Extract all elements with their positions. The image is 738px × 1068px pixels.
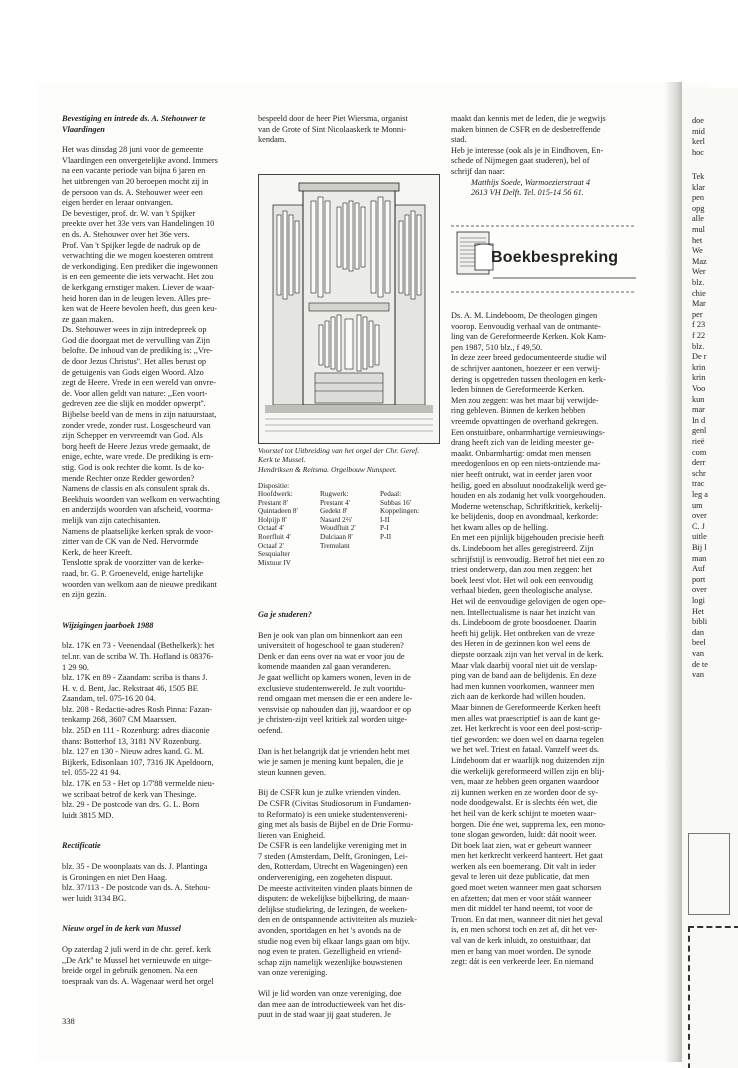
adjacent-page-fragment: het <box>692 235 703 245</box>
adjacent-page-fragment: trac <box>692 479 705 489</box>
paragraph: Tenslotte sprak de voorzitter van de kerke- raad, br. G. P. Groeneveld, enige hartelijke woorden van welkom aan de nieuwe predikant en zijn gezin. <box>62 558 217 600</box>
adjacent-page-fragment: beel <box>692 638 706 648</box>
adjacent-page-fragment: krin <box>692 362 706 372</box>
adjacent-page-fragment: f 22 <box>692 331 706 340</box>
page-number: 338 <box>62 1016 75 1026</box>
boekbespreking-banner <box>451 216 636 296</box>
paragraph: blz. 29 - De postcode van drs. G. L. Born luidt 3815 MD. <box>62 800 200 820</box>
adjacent-page-fragment: pen <box>692 193 704 203</box>
adjacent-page-fragment: bibli <box>692 617 708 627</box>
boekbespreking-title: Boekbespreking <box>491 249 619 266</box>
adjacent-page-fragment: derr <box>692 458 706 468</box>
paragraph: blz. 208 - Redactie-adres Rosh Pinna: Fazan- tenkamp 268, 3607 CM Maarssen. <box>62 704 212 725</box>
paragraph: blz. 35 - De woonplaats van ds. J. Plantinga is Groningen en niet Den Haag. <box>62 862 208 882</box>
adjacent-page-fragment: krin <box>692 373 706 383</box>
adjacent-page-fragment: Het <box>692 606 704 616</box>
adjacent-page-fragment: klar <box>692 182 705 192</box>
paragraph: blz. 25D en 111 - Rozenburg: adres diaconie thans: Botterhof 13, 3181 NV Rozenburg. <box>62 726 210 746</box>
paragraph: Op zaterdag 2 juli werd in de chr. geref. kerk ,,De Ark'' te Mussel het vernieuwde en uitge- breide orgel in gebruik genomen. Na een toespraak van ds. A. Wagenaar werd het orgel <box>62 944 214 986</box>
organ-caption: Voorstel tot Uitbreiding van het orgel der Chr. Geref. Kerk te Mussel. Hendriksen & Reitsma. Orgelbouw Nunspeet. <box>258 446 420 474</box>
adjacent-page-box <box>688 833 730 915</box>
column-2-intro <box>258 114 438 146</box>
paragraph: Het was dinsdag 28 juni voor de gemeente Vlaardingen een onvergetelijke avond. Immers na een vacante periode van bijna 6 jaren en het uitbrengen van 20 beroepen mocht zij in de persoon van ds. A. Stehouwer weer een eigen herder en leraar ontvangen. <box>62 145 218 208</box>
paragraph: De bevestiger, prof. dr. W. van 't Spijker preekte over het 33e vers van Handelingen 10 en ds. A. Stehouwer over het 36e vers. Prof. Van 't Spijker legde de nadruk op de verwachting die we mogen koesteren omtrent de verkondiging. Een prediker die ingewonnen is en een gemeente die iets verwacht. Het zou de kerkgang ernstiger maken. Liever de waar- heid horen dan in de leugen leven. Alles pre- ken wat de Heere bevolen heeft, dus geen keu- ze gaan maken. <box>62 208 218 324</box>
adjacent-page-fragment: over <box>692 511 707 521</box>
adjacent-page-fragment: chie <box>692 288 706 298</box>
paragraph: Wil je lid worden van onze vereniging, doe dan mee aan de introductieweek van het dis- puut in de stad waar jij gaat studeren. Je <box>258 989 406 1020</box>
paragraph: blz. 127 en 130 - Nieuw adres kand. G. M. Bijkerk, Edisonlaan 107, 7316 JK Apeldoorn, tel. 055-22 41 94. <box>62 747 214 778</box>
adjacent-page-fragment: Wer <box>692 267 706 277</box>
adjacent-page-fragment: schr <box>692 468 706 478</box>
paragraph: blz. 37/113 - De postcode van ds. A. Stehou- wer luidt 3134 BG. <box>62 883 211 903</box>
adjacent-page-fragment: f 23 <box>692 320 706 330</box>
adjacent-page-fragment: logi <box>692 596 705 605</box>
heading-ga-je-studeren: Ga je studeren? <box>258 610 312 619</box>
paragraph: Bij de CSFR kun je zulke vrienden vinden. De CSFR (Civitas Studiosorum in Fundamen- to Reformato) is een unieke studentenvereni- ging met als basis de Bijbel en de Drie Formu- lieren van Enigheid. De CSFR is een landelijke vereniging met in 7 steden (Amsterdam, Delft, Groningen, Lei- den, Rotterdam, Utrecht en Wageningen) een ondervereniging, een zogeheten dispuut. De meeste activiteiten vinden plaats binnen de disputen: de wekelijkse bijbelkring, de maan- delijkse studiekring, de lezingen, de weeken- den en de ontspannende activiteiten als muziek- avonden, sportdagen en het 's avonds na de studie nog even bij elkaar langs gaan om bijv. nog even te praten. Gezelligheid en vriend- schap zijn namelijk wezenlijke bouwstenen van onze vereniging. <box>258 788 417 978</box>
disposition-rugwerk: Rugwerk: Prestant 4' Gedekt 8' Nasard 2⅔' Woudfluit 2' Dulciaan 8' Tremulant <box>320 490 356 550</box>
paragraph: Dan is het belangrijk dat je vrienden hebt met wie je samen je mening kunt bepalen, die je steun kunnen geven. <box>258 746 410 777</box>
adjacent-page-fragment: In d <box>692 415 706 425</box>
adjacent-page-fragment: Voo <box>692 384 706 393</box>
adjacent-page-fragment: over <box>692 585 707 595</box>
adjacent-page-fragment: Bij l <box>692 543 707 552</box>
heading-wijzigingen: Wijzigingen jaarboek 1988 <box>62 620 154 630</box>
paragraph: maakt dan kennis met de leden, die je wegwijs maken binnen de CSFR en de desbetreffende stad. Heb je interesse (ook als je in Eindhoven, En- schede of Nijmegen gaat studeren), bel of schrijf dan naar: <box>451 114 606 176</box>
adjacent-page-fragment: hoc <box>692 147 704 157</box>
book-review-text: Ds. A. M. Lindeboom, De theologen gingen voorop. Eenvoudig verhaal van de ontmante- ling van de Gereformeerde Kerken. Kok Kam- pen 1987, 510 blz., f 49,50. In deze zeer breed gedocumenteerde studie wil de schrijver aantonen, hoezeer er een verwij- dering is opgetreden tussen theologen en kerk- leden binnen de Gereformeerde Kerken. Men zou zeggen: was het maar bij verwijde- ring gebleven. Binnen de kerken hebben vreemde opvattingen de overhand gekregen. Een onstuitbare, onbarmhartige vernieuwings- drang heeft zich van de leiding meester ge- maakt. Onbarmhartig: omdat men mensen meedogenloos en op een niets-ontziende ma- nier heeft ontrukt, wat in eerder jaren voor heilig, goed en absoluut noodzakelijk werd ge- houden en als zodanig het volk voorgehouden. Moderne wetenschap, Schriftkritiek, kerkelij- ke belijdenis, doop en avondmaal, kerkorde: het kwam alles op de helling. En met een pijnlijk bijgehouden precisie heeft ds. Lindeboom het alles geregistreerd. Zijn schrijfstijl is eenvoudig. Betrof het niet een zo triest onderwerp, dan zou men zeggen: het boek leest vlot. Het wil ook een eenvoudig verhaal bieden, geen theologische analyse. Het wil de eenvoudige gelovigen de ogen ope- nen. Intellectualisme is naar het inzicht van ds. Lindeboom de grote boosdoener. Daarin heeft hij gelijk. Het ontbreken van de vreze des Heren in de gezinnen kon wel eens de diepste oorzaak zijn van het verval in de kerk. Maar vlak daarbij vooral niet uit de verslap- ping van de band aan de belijdenis. En deze had men kunnen voorkomen, wanneer men zich aan de kerkorde had willen houden. Maar binnen de Gereformeerde Kerken heeft men alles wat praescriptief is aan de kant ge- zet. Het kerkrecht is voor een deel post-scrip- tief geworden: we doen wel en daarna regelen we het wel. Triest en fataal. Vanzelf weet ds. Lindeboom dat er waarlijk nog duizenden zijn die werkelijk gereformeerd willen zijn en blij- ven, maar ze hebben geen organen waardoor zij kunnen werken en ze worden door de sy- node doodgewalst. Er is slechts één wet, die het heil van de kerk schijnt te moeten waar- borgen. Die éne wet, suppremа lex, een mono- tone slogan geworden, luidt: dát nooit weer. Dit boek laat zien, wat er gebeurt wanneer men het kerkrecht verkeerd hanteert. Het gaat werken als een boemerang. Dit valt in ieder geval te leren uit deze publicatie, dat men goed moet weten wanneer men gaat schorsen en afzetten; dat men er voor stáát wanneer men dit middel ter hand neemt, tot voor de Troon. En dat men, wanneer dit niet het geval is, en men schorst toch en zet af, dít het ver- val van de kerk inluidt, zo onstuitbaar, dat men er bang van moet worden. De synode zegt: dát is een verkeerde leer. En niemand <box>451 311 607 967</box>
disposition-hoofdwerk: Hoofdwerk: Prestant 8' Quintadeen 8' Holpijp 8' Octaaf 4' Roerfluit 4' Octaaf 2' Sesquialter Mixtuur IV <box>258 490 298 567</box>
adjacent-page-fragment: per <box>692 309 703 319</box>
adjacent-page-fragment: We <box>692 246 703 256</box>
heading-bevestiging: Bevestiging en intrede ds. A. Stehouwer te Vlaardingen <box>62 114 206 134</box>
adjacent-page-fragment: man <box>692 553 707 563</box>
adjacent-page-fragment: van <box>692 670 704 680</box>
adjacent-page-fragment: blz. <box>692 341 705 351</box>
adjacent-page-fragment: Auf <box>692 564 705 574</box>
adjacent-page-fragment: dan <box>692 627 704 637</box>
adjacent-page-fragment: Maz <box>692 256 707 266</box>
adjacent-page-fragment: doe <box>692 116 704 125</box>
heading-nieuw-orgel: Nieuw orgel in de kerk van Mussel <box>62 924 181 934</box>
column-3-intro <box>451 114 634 199</box>
gutter-shadow <box>664 82 682 1062</box>
column-3-review <box>451 311 634 968</box>
adjacent-page-fragment: opg <box>692 203 705 213</box>
heading-rectificatie: Rectificatie <box>62 841 101 851</box>
paragraph: Ds. Stehouwer wees in zijn intredepreek op God die doorgaat met de vervulling van Zijn belofte. De inhoud van de prediking is: ,,Vre- de door Jezus Christus''. Het alles berust op de getuigenis van Gods eigen Woord. Alzo zegt de Heere. Vrede in een wereld van onvre- de. Voor allen geldt van nature: ,,Een voort- gedreven zee die slijk en modder opwerpt''. Bijbelse beeld van de mens in zijn natuurstaat, zonder vrede, zonder rust. Losgescheurd van zijn Schepper en vervreemdt van God. Als borg heeft de Heere Jezus vrede gemaakt, de enige, echte, ware vrede. De prediking is ern- stig. God is ook rechter die komt. Is de ko- mende Rechter onze Redder geworden? <box>62 325 217 483</box>
paragraph: blz. 17K en 73 - Veenendaal (Bethelkerk): het tel.nr. van de scriba W. Th. Hofland is 08376- 1 29 90. <box>62 641 215 672</box>
paragraph: Namens de plaatselijke kerken sprak de voor- zitter van de CK van de Ned. Hervormde Kerk, de heer Kreeft. <box>62 526 214 557</box>
paragraph: Ben je ook van plan om binnenkort aan een universiteit of hogeschool te gaan studeren? Denk er dan eens over na wat er voor jou de komende maanden zal gaan veranderen. Je gaat wellicht op kamers wonen, leven in de exclusieve studentenwereld. Je zult voortdu- rend omgaan met mensen die er een andere le- vensvisie op nahouden dan jij, waardoor er op je christen-zijn veel kritiek zal worden uitge- oefend. <box>258 630 413 735</box>
paragraph: blz. 17K en 53 - Het op 1/7'88 vermelde nieu- we scribaat betrof de kerk van Thesinge. <box>62 779 215 799</box>
paragraph: bespeeld door de heer Piet Wiersma, organist van de Grote of Sint Nicolaaskerk te Monni- kendam. <box>258 114 408 145</box>
adjacent-page-fragment: alle <box>692 214 704 224</box>
paragraph: blz. 17K en 89 - Zaandam: scriba is thans J. H. v. d. Bent, Jac. Rekstraat 46, 1505 BE Zaandam, tel. 075-16 20 04. <box>62 673 208 704</box>
adjacent-page-fragment: blz. <box>692 278 705 287</box>
adjacent-page <box>682 88 738 1068</box>
paragraph: Namens de classis en als consulent sprak ds. Beekhuis woorden van welkom en verwachting en anderzijds woorden van afscheid, voorma- melijk van zijn catechisanten. <box>62 484 220 525</box>
adjacent-page-fragment: van <box>692 649 704 658</box>
organ-illustration <box>258 174 440 444</box>
adjacent-page-fragment: mar <box>692 405 705 415</box>
adjacent-page-fragment: de te <box>692 659 708 669</box>
adjacent-page-fragment: rieë <box>692 437 705 446</box>
adjacent-page-fragment: genl <box>692 426 707 436</box>
column-1 <box>62 114 246 987</box>
adjacent-page-fragment: Tek <box>692 172 705 181</box>
column-2-studeren <box>258 610 438 1021</box>
adjacent-page-fragment: um <box>692 500 703 510</box>
adjacent-page-fragment: port <box>692 574 706 584</box>
adjacent-page-fragment: kun <box>692 394 705 404</box>
adjacent-page-fragment: C. J <box>692 521 705 531</box>
adjacent-page-fragment: leg a <box>692 490 708 499</box>
adjacent-page-fragment: De r <box>692 352 707 362</box>
adjacent-page-fragment: mid <box>692 126 705 136</box>
disposition-pedaal: Pedaal: Subbas 16' Koppelingen: I-II P-I P-II <box>380 490 420 541</box>
adjacent-page-coupon <box>688 926 738 1068</box>
adjacent-page-fragment: com <box>692 447 707 457</box>
adjacent-page-fragment: mul <box>692 225 705 234</box>
contact-address: Matthijs Soede, Warmoezierstraat 4 2613 VH Delft. Tel. 015-14 56 61. <box>471 177 591 198</box>
disposition-heading: Dispositie: <box>258 482 290 490</box>
adjacent-page-fragment: Mar <box>692 299 706 309</box>
adjacent-page-fragment: kerl <box>692 137 705 147</box>
adjacent-page-fragment: uitle <box>692 532 707 542</box>
organ-drawing <box>259 175 439 443</box>
